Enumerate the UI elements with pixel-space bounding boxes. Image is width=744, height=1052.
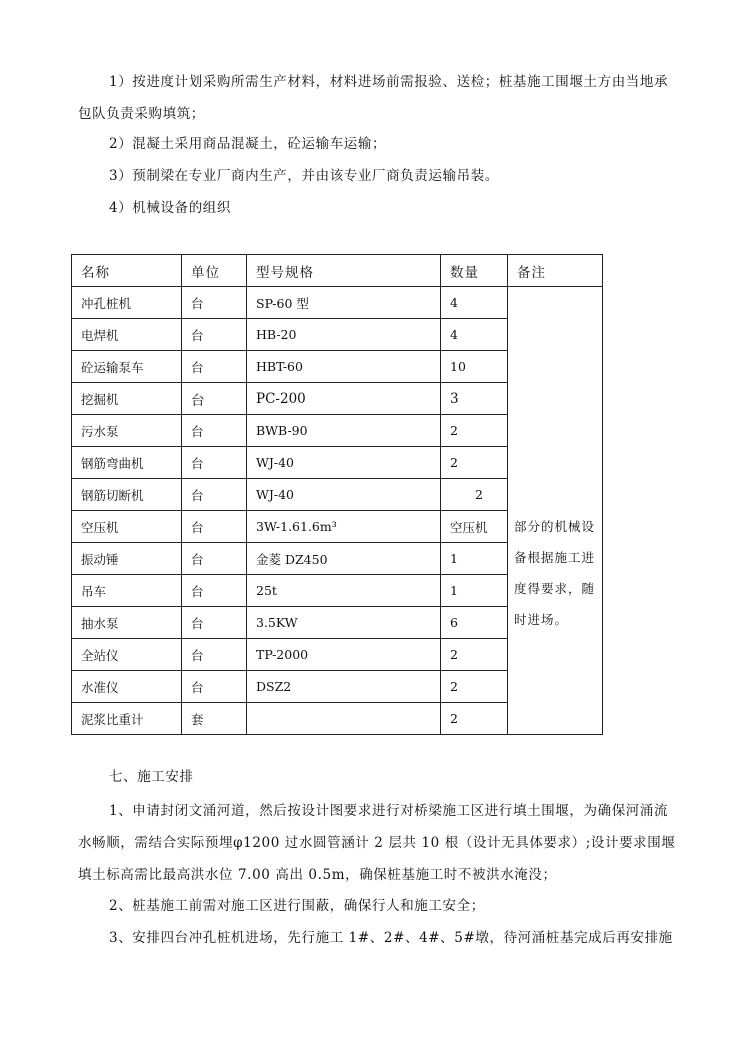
intro-paragraph-4: 4）机械设备的组织 [109,200,231,216]
cell-spec: TP-2000 [247,639,441,671]
cell-unit: 台 [182,351,247,383]
equipment-table [71,254,603,735]
section-paragraph-3: 3、安排四台冲孔桩机进场，先行施工 1#、2#、4#、5#墩，待河涌桩基完成后再安排施 [109,930,673,946]
cell-qty: 10 [441,351,508,383]
cell-spec: BWB-90 [247,415,441,447]
cell-name: 振动锤 [72,543,182,575]
intro-paragraph-3: 3）预制梁在专业厂商内生产，并由该专业厂商负责运输吊装。 [109,168,499,184]
cell-unit: 台 [182,639,247,671]
cell-spec [247,703,441,735]
cell-name: 钢筋弯曲机 [72,447,182,479]
cell-unit: 台 [182,319,247,351]
cell-qty: 1 [441,543,508,575]
cell-qty: 6 [441,607,508,639]
cell-name: 空压机 [72,511,182,543]
cell-name: 泥浆比重计 [72,703,182,735]
cell-qty: 2 [441,671,508,703]
cell-unit: 台 [182,479,247,511]
cell-name: 电焊机 [72,319,182,351]
intro-paragraph-1: 1）按进度计划采购所需生产材料，材料进场前需报验、送检；桩基施工围堰土方由当地承包队负责采购填筑； [78,74,669,122]
header-remark: 备注 [508,255,603,287]
cell-unit: 台 [182,511,247,543]
cell-name: 污水泵 [72,415,182,447]
cell-unit: 台 [182,415,247,447]
header-unit: 单位 [182,255,247,287]
cell-spec: WJ-40 [247,447,441,479]
cell-unit: 台 [182,671,247,703]
cell-name: 水准仪 [72,671,182,703]
cell-name: 挖掘机 [72,383,182,415]
cell-qty: 1 [441,575,508,607]
cell-unit: 台 [182,575,247,607]
cell-qty: 2 [441,639,508,671]
cell-spec: DSZ2 [247,671,441,703]
cell-name: 砼运输泵车 [72,351,182,383]
cell-spec: HB-20 [247,319,441,351]
cell-spec: SP-60 型 [247,287,441,319]
header-qty: 数量 [441,255,508,287]
cell-spec: PC-200 [247,383,441,415]
cell-name: 钢筋切断机 [72,479,182,511]
intro-paragraph-2: 2）混凝土采用商品混凝土，砼运输车运输； [109,136,387,152]
cell-unit: 台 [182,287,247,319]
cell-spec: WJ-40 [247,479,441,511]
cell-spec: 金菱 DZ450 [247,543,441,575]
cell-spec: 3W-1.61.6m³ [247,511,441,543]
cell-remark [508,287,603,735]
cell-unit: 套 [182,703,247,735]
cell-qty: 2 [441,479,508,511]
cell-name: 吊车 [72,575,182,607]
table-header-row [72,255,603,287]
cell-qty: 4 [441,319,508,351]
header-name: 名称 [72,255,182,287]
cell-qty: 4 [441,287,508,319]
section-title: 七、施工安排 [109,769,194,785]
cell-qty: 空压机 [441,511,508,543]
table-row [72,287,603,319]
cell-qty: 2 [441,447,508,479]
cell-spec: 25t [247,575,441,607]
section-paragraph-1: 1、申请封闭文涌河道，然后按设计图要求进行对桥梁施工区进行填土围堰，为确保河涌流水畅顺，需结合实际预埋φ1200 过水圆管涵计 2 层共 10 根（设计无具体要求）;设计要求围堰填土标高需比最高洪水位 7.00 高出 0.5m，确保桩基施工时不被洪水淹没； [78,803,676,883]
cell-unit: 台 [182,607,247,639]
cell-name: 冲孔桩机 [72,287,182,319]
cell-unit: 台 [182,383,247,415]
header-spec: 型号规格 [247,255,441,287]
section-paragraph-2: 2、桩基施工前需对施工区进行围蔽，确保行人和施工安全； [109,898,485,914]
cell-spec: 3.5KW [247,607,441,639]
cell-qty: 3 [441,383,508,415]
cell-name: 全站仪 [72,639,182,671]
cell-unit: 台 [182,543,247,575]
cell-unit: 台 [182,447,247,479]
remark-text: 部分的机械设备根据施工进度得要求，随时进场。 [514,518,596,627]
cell-qty: 2 [441,703,508,735]
cell-qty: 2 [441,415,508,447]
cell-name: 抽水泵 [72,607,182,639]
cell-spec: HBT-60 [247,351,441,383]
